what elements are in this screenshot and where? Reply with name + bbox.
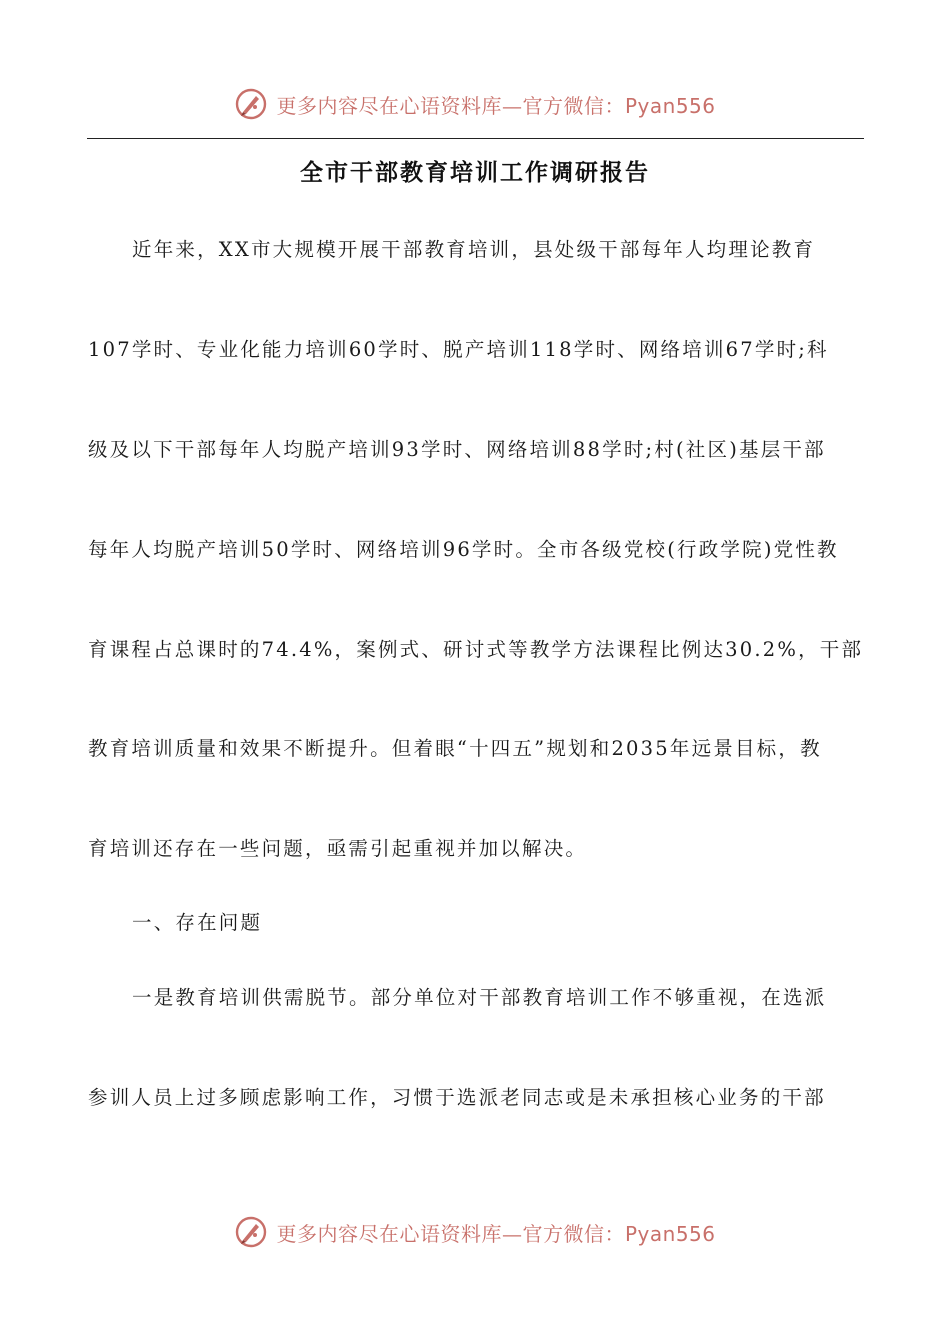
pen-logo-icon — [234, 1215, 268, 1249]
paragraph-line: 近年来，XX市大规模开展干部教育培训，县处级干部每年人均理论教育 — [132, 238, 816, 261]
watermark-header — [0, 84, 950, 124]
paragraph-line: 育培训还存在一些问题，亟需引起重视并加以解决。 — [88, 837, 588, 860]
watermark-handle: Pyan556 — [624, 93, 716, 118]
paragraph-line: 一是教育培训供需脱节。部分单位对干部教育培训工作不够重视，在选派 — [132, 986, 827, 1009]
watermark-handle: Pyan556 — [624, 1221, 716, 1246]
document-title: 全市干部教育培训工作调研报告 — [300, 159, 650, 186]
paragraph-line: 育课程占总课时的74.4%，案例式、研讨式等教学方法课程比例达30.2%，干部 — [88, 638, 864, 661]
header-divider — [87, 138, 864, 139]
paragraph-line: 教育培训质量和效果不断提升。但着眼“十四五”规划和2035年远景目标，教 — [88, 737, 822, 760]
paragraph-line: 级及以下干部每年人均脱产培训93学时、网络培训88学时;村(社区)基层干部 — [88, 438, 826, 461]
paragraph-line: 每年人均脱产培训50学时、网络培训96学时。全市各级党校(行政学院)党性教 — [88, 538, 839, 561]
section-heading: 一、存在问题 — [132, 911, 263, 934]
watermark-text: 更多内容尽在心语资料库—官方微信：Pyan556 — [276, 93, 716, 118]
paragraph-line: 107学时、专业化能力培训60学时、脱产培训118学时、网络培训67学时;科 — [88, 338, 829, 361]
pen-logo-icon — [234, 87, 268, 121]
paragraph-line: 参训人员上过多顾虑影响工作，习惯于选派老同志或是未承担核心业务的干部 — [88, 1086, 826, 1109]
watermark-text: 更多内容尽在心语资料库—官方微信：Pyan556 — [276, 1221, 716, 1246]
watermark-footer — [0, 1212, 950, 1252]
